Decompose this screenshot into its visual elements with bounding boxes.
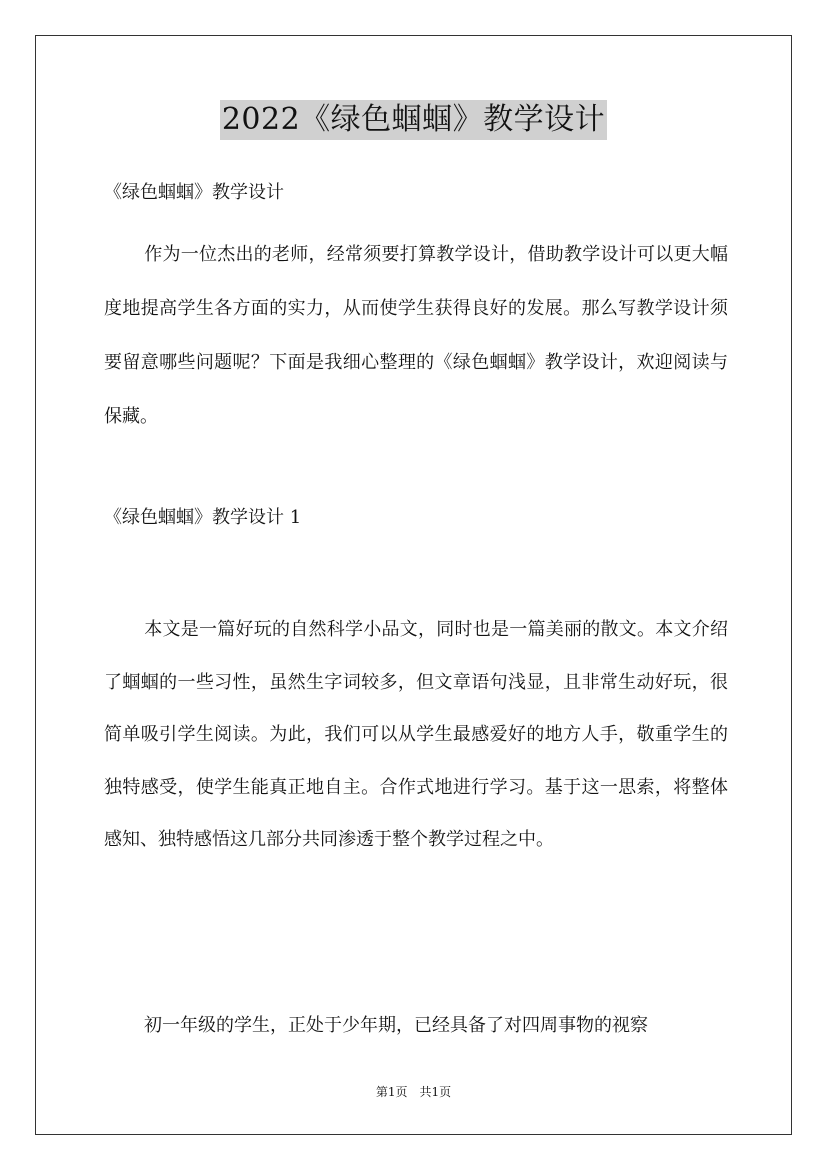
section-heading: 《绿色蝈蝈》教学设计 1 — [104, 507, 302, 528]
document-subtitle: 《绿色蝈蝈》教学设计 — [104, 182, 284, 203]
document-title: 2022《绿色蝈蝈》教学设计 — [220, 100, 607, 140]
intro-paragraph — [104, 228, 728, 444]
page-footer: 第1页 共1页 — [375, 1085, 452, 1099]
body-paragraph — [104, 604, 728, 867]
title-container — [0, 100, 827, 140]
intro-paragraph-text: 作为一位杰出的老师，经常须要打算教学设计，借助教学设计可以更大幅度地提高学生各方面的实力，从而使学生获得良好的发展。那么写教学设计须要留意哪些问题呢？下面是我细心整理的《绿色蝈蝈》教学设计，欢迎阅读与保藏。 — [104, 244, 728, 427]
body-paragraph-text: 本文是一篇好玩的自然科学小品文，同时也是一篇美丽的散文。本文介绍了蝈蝈的一些习性，虽然生字词较多，但文章语句浅显，且非常生动好玩，很简单吸引学生阅读。为此，我们可以从学生最感爱好的地方人手，敬重学生的独特感受，使学生能真正地自主。合作式地进行学习。基于这一思索，将整体感知、独特感悟这几部分共同渗透于整个教学过程之中。 — [104, 619, 728, 850]
body-paragraph-continued — [104, 1000, 728, 1052]
body-paragraph-continued-text: 初一年级的学生，正处于少年期，已经具备了对四周事物的视察 — [144, 1015, 648, 1036]
